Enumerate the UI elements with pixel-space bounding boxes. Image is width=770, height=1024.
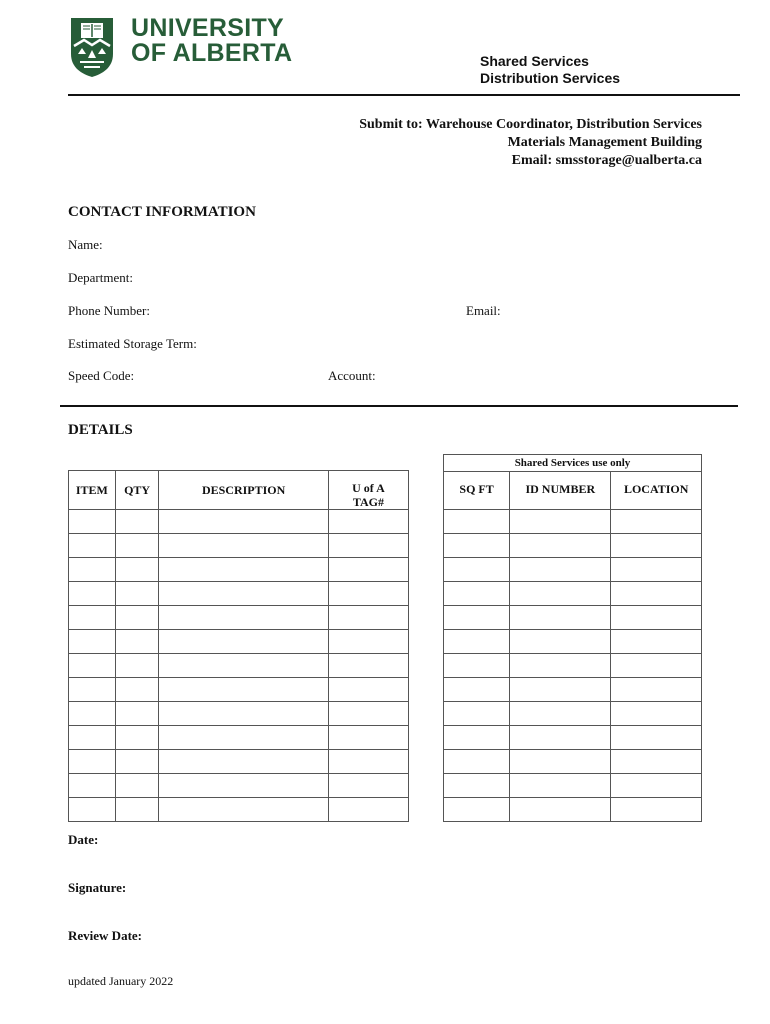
shared-services-table-cell[interactable] [444, 582, 510, 606]
details-table-cell[interactable] [69, 534, 116, 558]
shared-services-table-row [444, 774, 702, 798]
col-qty: QTY [115, 471, 159, 510]
department-field[interactable]: Department: [68, 270, 133, 285]
shared-services-table-row [444, 630, 702, 654]
details-table-cell[interactable] [69, 654, 116, 678]
university-wordmark [131, 16, 292, 66]
wordmark-line-1: UNIVERSITY [131, 14, 285, 42]
details-table-cell[interactable] [115, 510, 159, 534]
submit-line-2: Materials Management Building [507, 135, 702, 150]
col-tag [328, 471, 408, 510]
date-field[interactable]: Date: [68, 832, 99, 847]
details-table-cell[interactable] [328, 582, 408, 606]
details-table-cell[interactable] [115, 702, 159, 726]
details-table-cell[interactable] [69, 750, 116, 774]
shared-services-table-cell[interactable] [611, 750, 702, 774]
details-table-row [69, 750, 409, 774]
phone-field[interactable]: Phone Number: [68, 303, 150, 318]
name-field[interactable]: Name: [68, 237, 103, 252]
speed-code-field[interactable]: Speed Code: [68, 368, 135, 383]
col-description: DESCRIPTION [159, 471, 328, 510]
details-table-cell[interactable] [115, 582, 159, 606]
details-table-row [69, 534, 409, 558]
details-table-cell[interactable] [159, 702, 328, 726]
details-table-cell[interactable] [69, 558, 116, 582]
details-table-row [69, 702, 409, 726]
shared-services-table-cell[interactable] [444, 678, 510, 702]
details-table [68, 470, 409, 822]
shared-header-row [444, 472, 702, 510]
details-table-cell[interactable] [159, 774, 328, 798]
shared-services-table-cell[interactable] [510, 630, 611, 654]
details-table-cell[interactable] [328, 798, 408, 822]
shared-services-table-cell[interactable] [611, 798, 702, 822]
shared-services-table-row [444, 750, 702, 774]
details-table-row [69, 774, 409, 798]
details-table-cell[interactable] [115, 774, 159, 798]
shared-services-table-cell[interactable] [611, 678, 702, 702]
details-table-row [69, 558, 409, 582]
details-table-cell[interactable] [159, 558, 328, 582]
details-header-row [69, 471, 409, 510]
submit-line-1: Submit to: Warehouse Coordinator, Distribution Services [359, 117, 702, 132]
storage-term-field[interactable]: Estimated Storage Term: [68, 336, 197, 351]
details-table-cell[interactable] [159, 630, 328, 654]
details-table-row [69, 798, 409, 822]
header-line-2: Distribution Services [480, 70, 621, 86]
section-divider [60, 405, 738, 407]
details-table-cell[interactable] [328, 654, 408, 678]
review-date-field[interactable]: Review Date: [68, 928, 142, 943]
details-table-cell[interactable] [159, 582, 328, 606]
details-table-cell[interactable] [115, 798, 159, 822]
details-table-cell[interactable] [159, 750, 328, 774]
details-table-cell[interactable] [328, 558, 408, 582]
details-table-cell[interactable] [159, 726, 328, 750]
shared-services-table-cell[interactable] [444, 630, 510, 654]
shared-services-table-cell[interactable] [611, 774, 702, 798]
details-table-row [69, 606, 409, 630]
details-table-cell[interactable] [69, 798, 116, 822]
details-table-cell[interactable] [69, 630, 116, 654]
col-tag-line-2: TAG# [352, 495, 384, 509]
shared-services-table-cell[interactable] [611, 510, 702, 534]
details-table-cell[interactable] [159, 654, 328, 678]
shared-services-table-cell[interactable] [611, 702, 702, 726]
details-table-cell[interactable] [328, 678, 408, 702]
shared-services-table-cell[interactable] [444, 702, 510, 726]
details-table-cell[interactable] [69, 606, 116, 630]
shared-services-table-cell[interactable] [444, 726, 510, 750]
shared-services-table-row [444, 582, 702, 606]
shared-services-table-row [444, 510, 702, 534]
submit-line-3: Email: smsstorage@ualberta.ca [511, 153, 702, 168]
details-table-cell[interactable] [115, 534, 159, 558]
shared-services-table-row [444, 534, 702, 558]
details-table-cell[interactable] [328, 750, 408, 774]
details-table-row [69, 582, 409, 606]
shared-services-table-row [444, 678, 702, 702]
shared-services-table-row [444, 798, 702, 822]
details-table-row [69, 726, 409, 750]
details-table-cell[interactable] [115, 726, 159, 750]
shared-services-table-cell[interactable] [510, 558, 611, 582]
submit-instructions [359, 116, 702, 170]
shared-services-table [443, 454, 702, 822]
shared-services-table-row [444, 726, 702, 750]
details-table-cell[interactable] [69, 582, 116, 606]
shared-services-table-cell[interactable] [611, 654, 702, 678]
details-table-cell[interactable] [69, 678, 116, 702]
details-table-row [69, 678, 409, 702]
details-table-cell[interactable] [159, 798, 328, 822]
shared-services-table-cell[interactable] [444, 558, 510, 582]
shared-services-table-cell[interactable] [510, 582, 611, 606]
details-table-cell[interactable] [115, 678, 159, 702]
account-field[interactable]: Account: [328, 368, 376, 383]
details-table-row [69, 630, 409, 654]
shared-services-table-cell[interactable] [510, 798, 611, 822]
shared-services-label: Shared Services use only [444, 455, 702, 472]
details-table-cell[interactable] [69, 774, 116, 798]
details-table-cell[interactable] [69, 726, 116, 750]
details-table-cell[interactable] [115, 606, 159, 630]
details-table-row [69, 654, 409, 678]
details-table-cell[interactable] [115, 630, 159, 654]
shared-services-table-cell[interactable] [510, 678, 611, 702]
details-table-cell[interactable] [115, 750, 159, 774]
shared-services-table-cell[interactable] [611, 726, 702, 750]
shared-services-table-cell[interactable] [510, 726, 611, 750]
details-table-cell[interactable] [115, 558, 159, 582]
email-field[interactable]: Email: [466, 303, 501, 318]
shared-services-table-cell[interactable] [510, 534, 611, 558]
details-table-cell[interactable] [328, 534, 408, 558]
header-line-1: Shared Services [480, 53, 589, 69]
shared-services-table-cell[interactable] [611, 558, 702, 582]
details-table-cell[interactable] [328, 630, 408, 654]
signature-field[interactable]: Signature: [68, 880, 127, 895]
shared-services-table-row [444, 702, 702, 726]
details-table-cell[interactable] [159, 510, 328, 534]
shared-services-table-cell[interactable] [444, 534, 510, 558]
shared-services-table-row [444, 558, 702, 582]
col-sqft: SQ FT [444, 472, 510, 510]
shared-services-table-cell[interactable] [510, 654, 611, 678]
col-item: ITEM [69, 471, 116, 510]
shared-services-table-row [444, 654, 702, 678]
details-table-cell[interactable] [328, 510, 408, 534]
details-table-row [69, 510, 409, 534]
shared-services-table-cell[interactable] [444, 510, 510, 534]
shared-services-table-cell[interactable] [510, 750, 611, 774]
university-crest-icon [68, 14, 116, 78]
shared-services-table-cell[interactable] [510, 510, 611, 534]
details-table-cell[interactable] [159, 534, 328, 558]
department-header [480, 53, 620, 87]
shared-services-table-cell[interactable] [444, 774, 510, 798]
details-table-cell[interactable] [328, 774, 408, 798]
shared-services-table-cell[interactable] [611, 630, 702, 654]
details-table-cell[interactable] [115, 654, 159, 678]
details-section-title: DETAILS [68, 422, 133, 438]
details-table-cell[interactable] [69, 702, 116, 726]
col-id-number: ID NUMBER [510, 472, 611, 510]
shared-services-table-cell[interactable] [444, 606, 510, 630]
col-tag-line-1: U of A [352, 481, 385, 495]
shared-services-table-cell[interactable] [611, 582, 702, 606]
shared-services-table-cell[interactable] [510, 702, 611, 726]
details-table-cell[interactable] [159, 678, 328, 702]
shared-services-table-cell[interactable] [510, 774, 611, 798]
shared-services-table-cell[interactable] [510, 606, 611, 630]
shared-services-table-cell[interactable] [444, 750, 510, 774]
details-table-cell[interactable] [328, 606, 408, 630]
col-location: LOCATION [611, 472, 702, 510]
details-table-cell[interactable] [328, 702, 408, 726]
shared-services-label-row [444, 455, 702, 472]
shared-services-table-cell[interactable] [444, 654, 510, 678]
shared-services-table-cell[interactable] [611, 606, 702, 630]
details-table-cell[interactable] [69, 510, 116, 534]
details-table-cell[interactable] [159, 606, 328, 630]
header-divider [68, 94, 740, 96]
wordmark-line-2: OF ALBERTA [131, 39, 293, 67]
updated-note: updated January 2022 [68, 974, 174, 988]
details-table-cell[interactable] [328, 726, 408, 750]
shared-services-table-row [444, 606, 702, 630]
shared-services-table-cell[interactable] [444, 798, 510, 822]
shared-services-table-cell[interactable] [611, 534, 702, 558]
contact-section-title: CONTACT INFORMATION [68, 204, 256, 220]
